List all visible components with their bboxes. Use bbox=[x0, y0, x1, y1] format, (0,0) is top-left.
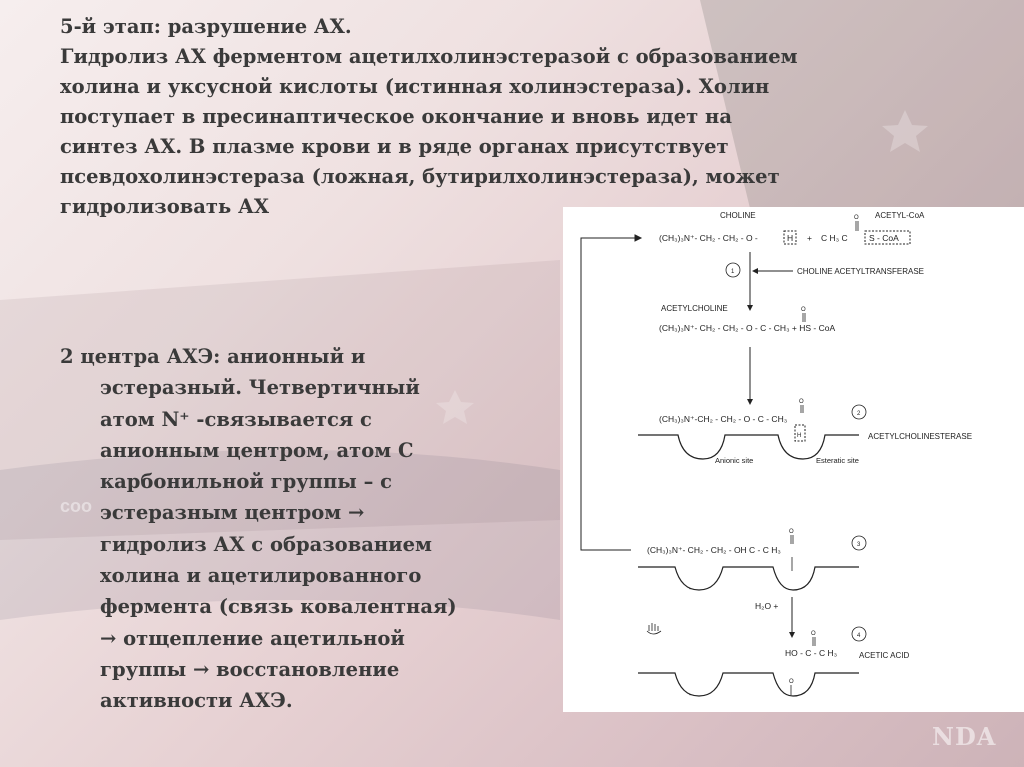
step4-minus: - bbox=[689, 689, 692, 699]
acetylcholinesterase-label: ACETYLCHOLINESTERASE bbox=[868, 432, 973, 441]
title-line: поступает в пресинаптическое окончание и вновь идет на bbox=[60, 105, 732, 128]
anionic-minus: - bbox=[699, 453, 702, 463]
body-line: эстеразным центром → bbox=[100, 501, 365, 525]
body-line: гидролиз АХ с образованием bbox=[100, 532, 432, 556]
ach-carbonyl-oxygen: O bbox=[801, 307, 806, 313]
step2-formula: (CH₃)₃N⁺-CH₂ - CH₂ - O - C - CH₃ bbox=[659, 414, 788, 424]
body-line: атом N⁺ -связывается с bbox=[100, 407, 372, 431]
bg-faint-text: coo bbox=[60, 496, 93, 516]
body-line: эстеразный. Четвертичный bbox=[100, 376, 420, 400]
anionic-site-label: Anionic site bbox=[715, 456, 754, 465]
scoa-group: S - CoA bbox=[869, 233, 899, 243]
enzyme-surface-step4 bbox=[638, 673, 859, 696]
title-line: синтез АХ. В плазме крови и в ряде органах присутствует bbox=[60, 135, 729, 158]
body-line: карбонильной группы – с bbox=[100, 470, 392, 494]
step-1-number: 1 bbox=[731, 269, 735, 275]
carbonyl-oxygen: O bbox=[854, 215, 859, 221]
step-3-number: 3 bbox=[857, 542, 861, 548]
choline-acetyltransferase-label: CHOLINE ACETYLTRANSFERASE bbox=[797, 267, 924, 276]
acetylcholine-formula: (CH₃)₃N⁺- CH₂ - CH₂ - O - C - CH₃ + HS - CoA bbox=[659, 323, 836, 333]
watermark-logo: NDA bbox=[932, 722, 997, 751]
title-line: холина и уксусной кислоты (истинная холинэстераза). Холин bbox=[60, 75, 770, 98]
body-line: фермента (связь ковалентная) bbox=[100, 595, 457, 619]
acetic-acid-oxygen: O bbox=[811, 631, 816, 637]
step2-oxygen: O bbox=[799, 399, 804, 405]
step3-oxygen: O bbox=[789, 529, 794, 535]
plus-sign: + bbox=[807, 233, 812, 243]
acetylcholine-label: ACETYLCHOLINE bbox=[661, 304, 728, 313]
acetyl-coa-label: ACETYL-CoA bbox=[875, 211, 925, 220]
ach-hydrolysis-diagram bbox=[563, 207, 1024, 712]
esteratic-site-label: Esteratic site bbox=[816, 456, 859, 465]
acetic-acid-formula: HO - C - C H₃ bbox=[785, 648, 838, 658]
step2-h-atom: H bbox=[797, 433, 802, 439]
water-label: H₂O + bbox=[755, 601, 779, 611]
step3-minus: - bbox=[689, 583, 692, 593]
title-line: 5-й этап: разрушение АХ. bbox=[60, 15, 352, 38]
title-line: гидролизовать АХ bbox=[60, 195, 270, 218]
body-line: анионным центром, атом С bbox=[100, 438, 414, 462]
choline-recycle-arrow bbox=[581, 235, 641, 550]
choline-formula: (CH₃)₃N⁺- CH₂ - CH₂ - O - bbox=[659, 233, 758, 243]
step3-formula: (CH₃)₃N⁺- CH₂ - CH₂ - OH C - C H₃ bbox=[647, 545, 781, 555]
slide-body-block bbox=[60, 341, 540, 717]
h-atom: H bbox=[787, 233, 794, 243]
step-4-number: 4 bbox=[857, 633, 861, 639]
slide-title-block bbox=[60, 12, 990, 222]
step4-oxygen: O bbox=[789, 679, 794, 685]
body-line: холина и ацетилированного bbox=[100, 564, 422, 588]
enzyme-surface-step3 bbox=[638, 567, 859, 590]
diagram-svg bbox=[563, 207, 1024, 712]
choline-label: CHOLINE bbox=[720, 211, 756, 220]
title-line: псевдохолинэстераза (ложная, бутирилхолинэстераза), может bbox=[60, 165, 780, 188]
title-line: Гидролиз АХ ферментом ацетилхолинэстеразой с образованием bbox=[60, 45, 798, 68]
acetic-acid-label: ACETIC ACID bbox=[859, 651, 910, 660]
body-line: группы → восстановление bbox=[100, 657, 400, 681]
acetyl-ch3: C H₃ C bbox=[821, 233, 848, 243]
body-line: активности АХЭ. bbox=[100, 689, 293, 713]
body-line: 2 центра АХЭ: анионный и bbox=[60, 345, 366, 368]
hand-icon bbox=[647, 623, 661, 634]
body-line: → отщепление ацетильной bbox=[100, 626, 405, 650]
step-2-number: 2 bbox=[857, 411, 861, 417]
